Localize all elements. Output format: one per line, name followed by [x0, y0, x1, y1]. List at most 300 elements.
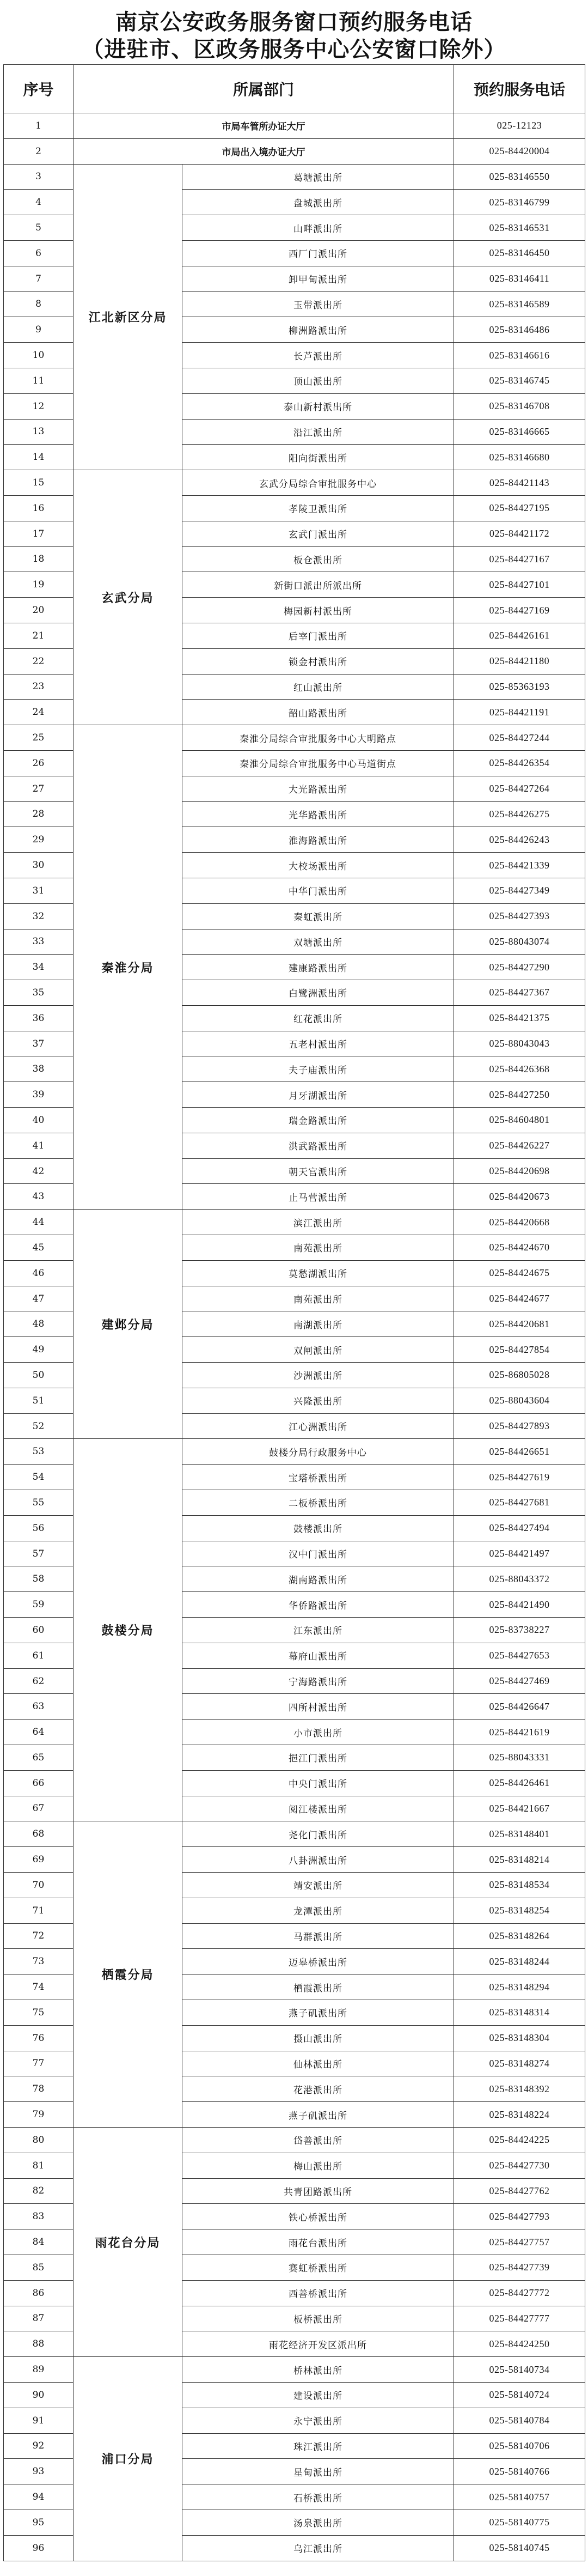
unit-name: 市局车管所办证大厅 — [74, 113, 454, 139]
table-row — [4, 1210, 585, 1235]
row-number: 80 — [4, 2127, 74, 2153]
row-number: 17 — [4, 521, 74, 546]
row-number: 76 — [4, 2025, 74, 2051]
phone-number: 025-84424250 — [454, 2331, 585, 2357]
row-number: 12 — [4, 393, 74, 419]
row-number: 3 — [4, 164, 74, 190]
row-number: 81 — [4, 2153, 74, 2178]
phone-number: 025-84420004 — [454, 138, 585, 164]
row-number: 90 — [4, 2382, 74, 2408]
row-number: 25 — [4, 725, 74, 751]
phone-number: 025-83148244 — [454, 1949, 585, 1974]
phone-number: 025-84426354 — [454, 750, 585, 776]
row-number: 7 — [4, 266, 74, 291]
row-number: 38 — [4, 1056, 74, 1082]
row-number: 39 — [4, 1082, 74, 1108]
table-row — [4, 470, 585, 496]
station-name: 新街口派出所派出所 — [182, 572, 454, 598]
station-name: 双闸派出所 — [182, 1337, 454, 1363]
phone-number: 025-84426243 — [454, 827, 585, 853]
row-number: 95 — [4, 2510, 74, 2535]
title-line-2: （进驻市、区政务服务中心公安窗口除外） — [82, 37, 506, 62]
phone-number: 025-84421191 — [454, 700, 585, 725]
phone-number: 025-88043043 — [454, 1031, 585, 1056]
station-name: 大光路派出所 — [182, 776, 454, 801]
phone-number: 025-83146680 — [454, 445, 585, 470]
phone-number: 025-84426368 — [454, 1056, 585, 1082]
station-name: 瑞金路派出所 — [182, 1108, 454, 1133]
phone-number: 025-85363193 — [454, 674, 585, 700]
row-number: 6 — [4, 240, 74, 266]
station-name: 燕子矶派出所 — [182, 2000, 454, 2025]
phone-number: 025-83148254 — [454, 1898, 585, 1923]
phone-number: 025-84421143 — [454, 470, 585, 496]
station-name: 雨花经济开发区派出所 — [182, 2331, 454, 2357]
table-row — [4, 2127, 585, 2153]
phone-number: 025-86805028 — [454, 1363, 585, 1388]
phone-number: 025-83148401 — [454, 1821, 585, 1847]
phone-number: 025-84426647 — [454, 1694, 585, 1720]
phone-table — [3, 64, 585, 2561]
phone-number: 025-83148294 — [454, 1974, 585, 2000]
row-number: 52 — [4, 1413, 74, 1439]
phone-number: 025-83146799 — [454, 190, 585, 215]
station-name: 汉中门派出所 — [182, 1541, 454, 1566]
station-name: 光华路派出所 — [182, 801, 454, 827]
phone-number: 025-88043604 — [454, 1388, 585, 1413]
phone-number: 025-84427757 — [454, 2229, 585, 2255]
row-number: 31 — [4, 878, 74, 903]
row-number: 83 — [4, 2204, 74, 2229]
row-number: 47 — [4, 1286, 74, 1311]
station-name: 莫愁湖派出所 — [182, 1260, 454, 1286]
station-name: 宝塔桥派出所 — [182, 1465, 454, 1490]
row-number: 77 — [4, 2051, 74, 2076]
phone-number: 025-84427290 — [454, 955, 585, 980]
station-name: 玉带派出所 — [182, 291, 454, 317]
phone-number: 025-84426651 — [454, 1439, 585, 1465]
phone-number: 025-84604801 — [454, 1108, 585, 1133]
station-name: 沙洲派出所 — [182, 1363, 454, 1388]
phone-number: 025-83148264 — [454, 1923, 585, 1949]
phone-number: 025-84427653 — [454, 1643, 585, 1668]
station-name: 白鹭洲派出所 — [182, 980, 454, 1006]
row-number: 54 — [4, 1465, 74, 1490]
branch-name: 江北新区分局 — [74, 164, 182, 470]
phone-number: 025-84424225 — [454, 2127, 585, 2153]
station-name: 月牙湖派出所 — [182, 1082, 454, 1108]
row-number: 56 — [4, 1515, 74, 1541]
station-name: 铁心桥派出所 — [182, 2204, 454, 2229]
phone-number: 025-84427195 — [454, 495, 585, 521]
row-number: 29 — [4, 827, 74, 853]
phone-number: 025-84427349 — [454, 878, 585, 903]
unit-name: 市局出入境办证大厅 — [74, 138, 454, 164]
station-name: 阳向街派出所 — [182, 445, 454, 470]
station-name: 赛虹桥派出所 — [182, 2255, 454, 2280]
phone-number: 025-83146665 — [454, 419, 585, 445]
station-name: 桥林派出所 — [182, 2357, 454, 2383]
phone-number: 025-83148274 — [454, 2051, 585, 2076]
station-name: 红山派出所 — [182, 674, 454, 700]
phone-number: 025-84427494 — [454, 1515, 585, 1541]
station-name: 星甸派出所 — [182, 2459, 454, 2484]
table-body — [4, 113, 585, 2561]
row-number: 34 — [4, 955, 74, 980]
phone-number: 025-58140757 — [454, 2484, 585, 2510]
phone-number: 025-84421497 — [454, 1541, 585, 1566]
station-name: 尧化门派出所 — [182, 1821, 454, 1847]
row-number: 53 — [4, 1439, 74, 1465]
row-number: 15 — [4, 470, 74, 496]
station-name: 南苑派出所 — [182, 1235, 454, 1261]
station-name: 朝天宫派出所 — [182, 1158, 454, 1184]
phone-number: 025-83146616 — [454, 343, 585, 368]
phone-number: 025-84427244 — [454, 725, 585, 751]
station-name: 泰山新村派出所 — [182, 393, 454, 419]
phone-number: 025-83146450 — [454, 240, 585, 266]
row-number: 79 — [4, 2102, 74, 2128]
phone-number: 025-58140724 — [454, 2382, 585, 2408]
row-number: 1 — [4, 113, 74, 139]
row-number: 88 — [4, 2331, 74, 2357]
row-number: 37 — [4, 1031, 74, 1056]
phone-number: 025-84421490 — [454, 1592, 585, 1618]
row-number: 18 — [4, 546, 74, 572]
phone-number: 025-84427264 — [454, 776, 585, 801]
station-name: 马群派出所 — [182, 1923, 454, 1949]
phone-number: 025-84421667 — [454, 1796, 585, 1821]
header-phone: 预约服务电话 — [454, 65, 585, 113]
station-name: 龙潭派出所 — [182, 1898, 454, 1923]
phone-number: 025-84420681 — [454, 1311, 585, 1337]
phone-number: 025-58140706 — [454, 2433, 585, 2459]
header-seq: 序号 — [4, 65, 74, 113]
phone-number: 025-83148304 — [454, 2025, 585, 2051]
table-row — [4, 138, 585, 164]
phone-number: 025-88043331 — [454, 1745, 585, 1771]
row-number: 69 — [4, 1847, 74, 1873]
phone-number: 025-84424670 — [454, 1235, 585, 1261]
row-number: 65 — [4, 1745, 74, 1771]
document-title — [0, 0, 588, 62]
row-number: 26 — [4, 750, 74, 776]
station-name: 韶山路派出所 — [182, 700, 454, 725]
row-number: 14 — [4, 445, 74, 470]
station-name: 沿江派出所 — [182, 419, 454, 445]
row-number: 64 — [4, 1720, 74, 1745]
phone-number: 025-83148314 — [454, 2000, 585, 2025]
station-name: 鼓楼分局行政服务中心 — [182, 1439, 454, 1465]
row-number: 36 — [4, 1005, 74, 1031]
row-number: 84 — [4, 2229, 74, 2255]
phone-number: 025-84421180 — [454, 648, 585, 674]
phone-number: 025-84427393 — [454, 903, 585, 929]
row-number: 43 — [4, 1184, 74, 1210]
title-line-1: 南京公安政务服务窗口预约服务电话 — [115, 9, 473, 35]
station-name: 中央门派出所 — [182, 1770, 454, 1796]
station-name: 玄武分局综合审批服务中心 — [182, 470, 454, 496]
table-row — [4, 164, 585, 190]
station-name: 永宁派出所 — [182, 2408, 454, 2433]
station-name: 西厂门派出所 — [182, 240, 454, 266]
row-number: 87 — [4, 2306, 74, 2331]
table-row — [4, 725, 585, 751]
station-name: 盘城派出所 — [182, 190, 454, 215]
row-number: 49 — [4, 1337, 74, 1363]
phone-number: 025-84427169 — [454, 598, 585, 623]
station-name: 四所村派出所 — [182, 1694, 454, 1720]
phone-number: 025-84426275 — [454, 801, 585, 827]
phone-number: 025-83148224 — [454, 2102, 585, 2128]
station-name: 柳洲路派出所 — [182, 317, 454, 343]
phone-number: 025-84421172 — [454, 521, 585, 546]
phone-number: 025-84427730 — [454, 2153, 585, 2178]
table-row — [4, 1439, 585, 1465]
station-name: 梅园新村派出所 — [182, 598, 454, 623]
station-name: 止马营派出所 — [182, 1184, 454, 1210]
row-number: 33 — [4, 929, 74, 955]
row-number: 75 — [4, 2000, 74, 2025]
station-name: 卸甲甸派出所 — [182, 266, 454, 291]
phone-number: 025-58140775 — [454, 2510, 585, 2535]
row-number: 60 — [4, 1618, 74, 1643]
phone-number: 025-84427101 — [454, 572, 585, 598]
phone-number: 025-12123 — [454, 113, 585, 139]
branch-name: 浦口分局 — [74, 2357, 182, 2561]
station-name: 靖安派出所 — [182, 1872, 454, 1898]
station-name: 南苑派出所 — [182, 1286, 454, 1311]
row-number: 11 — [4, 368, 74, 393]
station-name: 后宰门派出所 — [182, 623, 454, 648]
row-number: 58 — [4, 1566, 74, 1592]
phone-number: 025-84426161 — [454, 623, 585, 648]
station-name: 建设派出所 — [182, 2382, 454, 2408]
branch-name: 雨花台分局 — [74, 2127, 182, 2356]
phone-number: 025-58140734 — [454, 2357, 585, 2383]
station-name: 阅江楼派出所 — [182, 1796, 454, 1821]
row-number: 86 — [4, 2280, 74, 2306]
phone-number: 025-84426461 — [454, 1770, 585, 1796]
phone-number: 025-83146745 — [454, 368, 585, 393]
row-number: 30 — [4, 853, 74, 878]
row-number: 23 — [4, 674, 74, 700]
row-number: 19 — [4, 572, 74, 598]
row-number: 22 — [4, 648, 74, 674]
row-number: 10 — [4, 343, 74, 368]
phone-number: 025-83148214 — [454, 1847, 585, 1873]
phone-number: 025-84424677 — [454, 1286, 585, 1311]
phone-number: 025-58140745 — [454, 2535, 585, 2561]
phone-number: 025-83738227 — [454, 1618, 585, 1643]
station-name: 岱善派出所 — [182, 2127, 454, 2153]
phone-number: 025-88043372 — [454, 1566, 585, 1592]
row-number: 35 — [4, 980, 74, 1006]
phone-number: 025-84427619 — [454, 1465, 585, 1490]
row-number: 42 — [4, 1158, 74, 1184]
station-name: 洪武路派出所 — [182, 1133, 454, 1158]
row-number: 32 — [4, 903, 74, 929]
phone-number: 025-83148392 — [454, 2076, 585, 2102]
station-name: 秦虹派出所 — [182, 903, 454, 929]
phone-number: 025-84427772 — [454, 2280, 585, 2306]
station-name: 夫子庙派出所 — [182, 1056, 454, 1082]
row-number: 94 — [4, 2484, 74, 2510]
row-number: 78 — [4, 2076, 74, 2102]
row-number: 28 — [4, 801, 74, 827]
row-number: 48 — [4, 1311, 74, 1337]
phone-number: 025-84427777 — [454, 2306, 585, 2331]
station-name: 花港派出所 — [182, 2076, 454, 2102]
branch-name: 秦淮分局 — [74, 725, 182, 1210]
phone-number: 025-84421339 — [454, 853, 585, 878]
row-number: 96 — [4, 2535, 74, 2561]
station-name: 五老村派出所 — [182, 1031, 454, 1056]
station-name: 燕子矶派出所 — [182, 2102, 454, 2128]
station-name: 玄武门派出所 — [182, 521, 454, 546]
row-number: 5 — [4, 215, 74, 241]
station-name: 小市派出所 — [182, 1720, 454, 1745]
station-name: 红花派出所 — [182, 1005, 454, 1031]
station-name: 江心洲派出所 — [182, 1413, 454, 1439]
row-number: 27 — [4, 776, 74, 801]
row-number: 85 — [4, 2255, 74, 2280]
branch-name: 栖霞分局 — [74, 1821, 182, 2128]
station-name: 兴隆派出所 — [182, 1388, 454, 1413]
station-name: 建康路派出所 — [182, 955, 454, 980]
station-name: 湖南路派出所 — [182, 1566, 454, 1592]
row-number: 74 — [4, 1974, 74, 2000]
branch-name: 玄武分局 — [74, 470, 182, 725]
station-name: 锁金村派出所 — [182, 648, 454, 674]
row-number: 72 — [4, 1923, 74, 1949]
row-number: 91 — [4, 2408, 74, 2433]
station-name: 梅山派出所 — [182, 2153, 454, 2178]
phone-number: 025-84427854 — [454, 1337, 585, 1363]
station-name: 板桥派出所 — [182, 2306, 454, 2331]
station-name: 华侨路派出所 — [182, 1592, 454, 1618]
station-name: 葛塘派出所 — [182, 164, 454, 190]
phone-number: 025-84427762 — [454, 2178, 585, 2204]
station-name: 西善桥派出所 — [182, 2280, 454, 2306]
phone-number: 025-83146550 — [454, 164, 585, 190]
row-number: 51 — [4, 1388, 74, 1413]
row-number: 20 — [4, 598, 74, 623]
phone-number: 025-84424675 — [454, 1260, 585, 1286]
phone-number: 025-84427793 — [454, 2204, 585, 2229]
row-number: 70 — [4, 1872, 74, 1898]
branch-name: 鼓楼分局 — [74, 1439, 182, 1821]
phone-number: 025-84426227 — [454, 1133, 585, 1158]
row-number: 46 — [4, 1260, 74, 1286]
station-name: 中华门派出所 — [182, 878, 454, 903]
row-number: 4 — [4, 190, 74, 215]
phone-number: 025-83146589 — [454, 291, 585, 317]
row-number: 9 — [4, 317, 74, 343]
phone-number: 025-84427893 — [454, 1413, 585, 1439]
station-name: 江东派出所 — [182, 1618, 454, 1643]
table-row — [4, 113, 585, 139]
row-number: 45 — [4, 1235, 74, 1261]
station-name: 宁海路派出所 — [182, 1668, 454, 1694]
table-header-row — [4, 65, 585, 113]
station-name: 孝陵卫派出所 — [182, 495, 454, 521]
row-number: 59 — [4, 1592, 74, 1618]
station-name: 雨花台派出所 — [182, 2229, 454, 2255]
phone-number: 025-84427681 — [454, 1490, 585, 1516]
row-number: 71 — [4, 1898, 74, 1923]
row-number: 61 — [4, 1643, 74, 1668]
row-number: 93 — [4, 2459, 74, 2484]
phone-number: 025-84427367 — [454, 980, 585, 1006]
phone-number: 025-88043074 — [454, 929, 585, 955]
row-number: 8 — [4, 291, 74, 317]
header-dept: 所属部门 — [74, 65, 454, 113]
row-number: 68 — [4, 1821, 74, 1847]
phone-number: 025-84427250 — [454, 1082, 585, 1108]
row-number: 50 — [4, 1363, 74, 1388]
station-name: 滨江派出所 — [182, 1210, 454, 1235]
station-name: 大校场派出所 — [182, 853, 454, 878]
row-number: 82 — [4, 2178, 74, 2204]
row-number: 63 — [4, 1694, 74, 1720]
station-name: 栖霞派出所 — [182, 1974, 454, 2000]
phone-number: 025-58140766 — [454, 2459, 585, 2484]
phone-number: 025-83146531 — [454, 215, 585, 241]
row-number: 55 — [4, 1490, 74, 1516]
station-name: 汤泉派出所 — [182, 2510, 454, 2535]
phone-number: 025-84421375 — [454, 1005, 585, 1031]
row-number: 92 — [4, 2433, 74, 2459]
row-number: 66 — [4, 1770, 74, 1796]
phone-number: 025-84420668 — [454, 1210, 585, 1235]
row-number: 44 — [4, 1210, 74, 1235]
phone-number: 025-84427469 — [454, 1668, 585, 1694]
row-number: 24 — [4, 700, 74, 725]
station-name: 板仓派出所 — [182, 546, 454, 572]
station-name: 长芦派出所 — [182, 343, 454, 368]
row-number: 67 — [4, 1796, 74, 1821]
row-number: 40 — [4, 1108, 74, 1133]
station-name: 秦淮分局综合审批服务中心大明路点 — [182, 725, 454, 751]
phone-number: 025-84420673 — [454, 1184, 585, 1210]
station-name: 仙林派出所 — [182, 2051, 454, 2076]
station-name: 二板桥派出所 — [182, 1490, 454, 1516]
row-number: 62 — [4, 1668, 74, 1694]
row-number: 57 — [4, 1541, 74, 1566]
station-name: 八卦洲派出所 — [182, 1847, 454, 1873]
station-name: 秦淮分局综合审批服务中心马道街点 — [182, 750, 454, 776]
station-name: 双塘派出所 — [182, 929, 454, 955]
row-number: 21 — [4, 623, 74, 648]
row-number: 73 — [4, 1949, 74, 1974]
table-row — [4, 2357, 585, 2383]
station-name: 共青团路派出所 — [182, 2178, 454, 2204]
station-name: 顶山派出所 — [182, 368, 454, 393]
station-name: 挹江门派出所 — [182, 1745, 454, 1771]
station-name: 石桥派出所 — [182, 2484, 454, 2510]
station-name: 摄山派出所 — [182, 2025, 454, 2051]
branch-name: 建邺分局 — [74, 1210, 182, 1439]
station-name: 迈皋桥派出所 — [182, 1949, 454, 1974]
station-name: 南湖派出所 — [182, 1311, 454, 1337]
phone-number: 025-84427167 — [454, 546, 585, 572]
station-name: 山畔派出所 — [182, 215, 454, 241]
station-name: 珠江派出所 — [182, 2433, 454, 2459]
phone-number: 025-83146411 — [454, 266, 585, 291]
table-row — [4, 1821, 585, 1847]
phone-number: 025-84420698 — [454, 1158, 585, 1184]
